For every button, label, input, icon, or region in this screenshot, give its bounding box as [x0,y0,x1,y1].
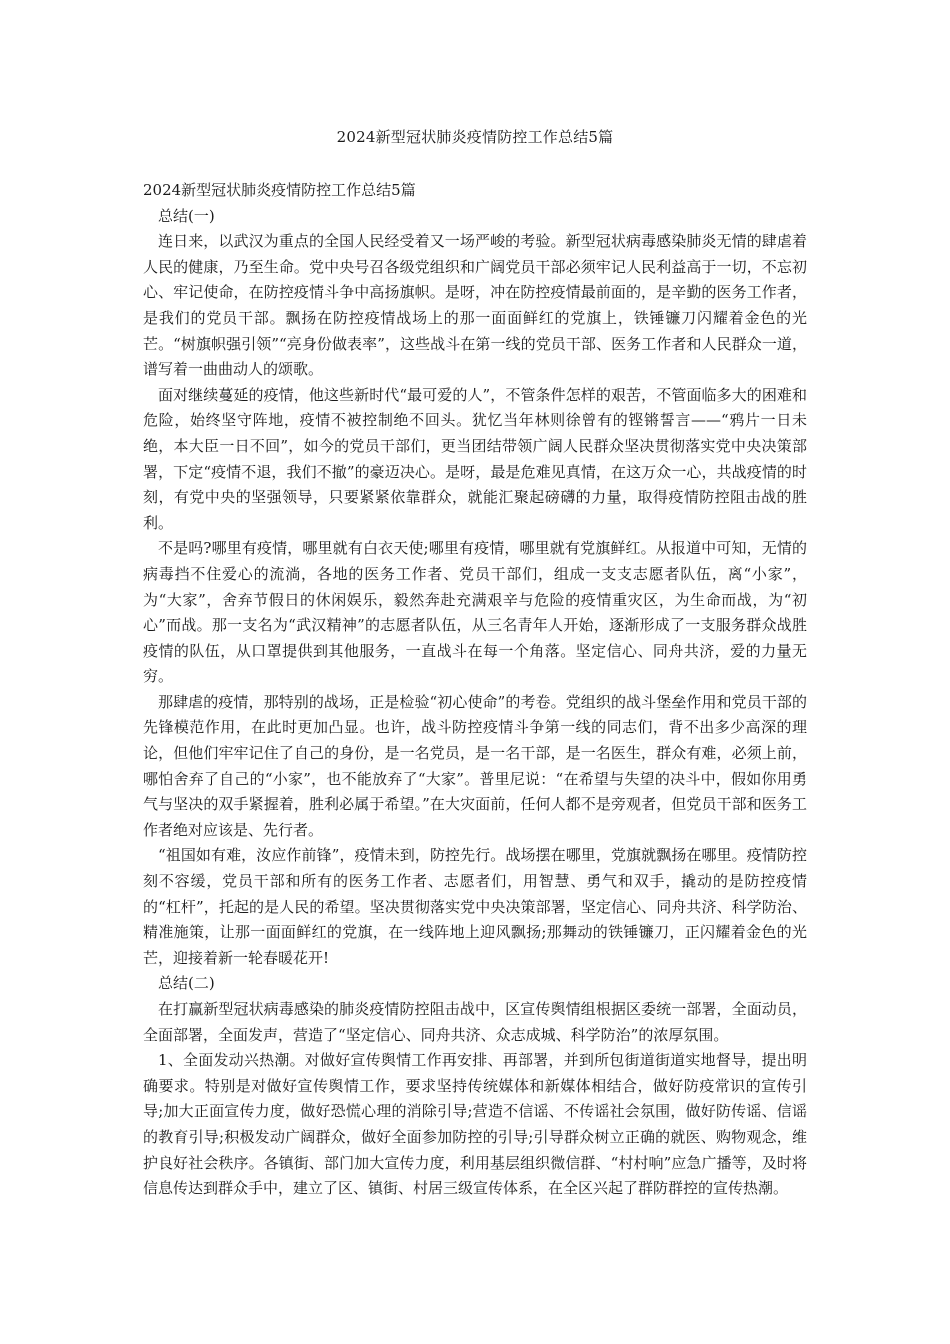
body-paragraph: 不是吗?哪里有疫情，哪里就有白衣天使;哪里有疫情，哪里就有党旗鲜红。从报道中可知，无情的病毒挡不住爱心的流淌，各地的医务工作者、党员干部们，组成一支支志愿者队伍，离“小家”，为“大家”，舍弃节假日的休闲娱乐，毅然奔赴充满艰辛与危险的疫情重灾区，为生命而战，为“初心”而战。那一支名为“武汉精神”的志愿者队伍，从三名青年人开始，逐渐形成了一支服务群众战胜疫情的队伍，从口罩提供到其他服务，一直战斗在每一个角落。坚定信心、同舟共济，爱的力量无穷。 [143,539,807,686]
section-heading-1: 总结(一) [158,206,215,225]
document-subtitle: 2024新型冠状肺炎疫情防控工作总结5篇 [143,181,416,199]
body-paragraph: “祖国如有难，汝应作前锋”，疫情未到，防控先行。战场摆在哪里，党旗就飘扬在哪里。疫情防控刻不容缓，党员干部和所有的医务工作者、志愿者们，用智慧、勇气和双手，撬动的是防控疫情的“杠杆”，托起的是人民的希望。坚决贯彻落实党中央决策部署，坚定信心、同舟共济、科学防治、精准施策，让那一面面鲜红的党旗，在一线阵地上迎风飘扬;那舞动的铁锤镰刀，正闪耀着金色的光芒，迎接着新一轮春暖花开! [143,846,807,967]
body-paragraph: 1、全面发动兴热潮。对做好宣传舆情工作再安排、再部署，并到所包街道街道实地督导，提出明确要求。特别是对做好宣传舆情工作，要求坚持传统媒体和新媒体相结合，做好防疫常识的宣传引导;加大正面宣传力度，做好恐慌心理的消除引导;营造不信谣、不传谣社会氛围，做好防传谣、信谣的教育引导;积极发动广阔群众，做好全面参加防控的引导;引导群众树立正确的就医、购物观念，维护良好社会秩序。各镇街、部门加大宣传力度，利用基层组织微信群、“村村响”应急广播等，及时将信息传达到群众手中，建立了区、镇街、村居三级宣传体系，在全区兴起了群防群控的宣传热潮。 [143,1051,807,1198]
body-paragraph: 在打赢新型冠状病毒感染的肺炎疫情防控阻击战中，区宣传舆情组根据区委统一部署，全面动员，全面部署，全面发声，营造了“坚定信心、同舟共济、众志成城、科学防治”的浓厚氛围。 [143,1000,807,1044]
document-title: 2024新型冠状肺炎疫情防控工作总结5篇 [336,128,614,146]
section-heading-2: 总结(二) [158,974,215,993]
body-paragraph: 连日来，以武汉为重点的全国人民经受着又一场严峻的考验。新型冠状病毒感染肺炎无情的肆虐着人民的健康，乃至生命。党中央号召各级党组织和广阔党员干部必须牢记人民利益高于一切，不忘初心、牢记使命，在防控疫情斗争中高扬旗帜。是呀，冲在防控疫情最前面的，是辛勤的医务工作者，是我们的党员干部。飘扬在防控疫情战场上的那一面面鲜红的党旗上，铁锤镰刀闪耀着金色的光芒。“树旗帜强引领”“亮身份做表率”，这些战斗在第一线的党员干部、医务工作者和人民群众一道，谱写着一曲曲动人的颂歌。 [143,232,807,379]
document-body [143,178,807,1202]
body-paragraph: 那肆虐的疫情，那特别的战场，正是检验“初心使命”的考卷。党组织的战斗堡垒作用和党员干部的先锋模范作用，在此时更加凸显。也许，战斗防控疫情斗争第一线的同志们，背不出多少高深的理论，但他们牢牢记住了自己的身份，是一名党员，是一名干部，是一名医生，群众有难，必须上前，哪怕舍弃了自己的“小家”，也不能放弃了“大家”。普里尼说：“在希望与失望的决斗中，假如你用勇气与坚决的双手紧握着，胜利必属于希望。”在大灾面前，任何人都不是旁观者，但党员干部和医务工作者绝对应该是、先行者。 [143,692,807,839]
body-paragraph: 面对继续蔓延的疫情，他这些新时代“最可爱的人”，不管条件怎样的艰苦，不管面临多大的困难和危险，始终坚守阵地，疫情不被控制绝不回头。犹忆当年林则徐曾有的铿锵誓言——“鸦片一日未绝，本大臣一日不回”，如今的党员干部们，更当团结带领广阔人民群众坚决贯彻落实党中央决策部署，下定“疫情不退，我们不撤”的豪迈决心。是呀，最是危难见真情，在这万众一心，共战疫情的时刻，有党中央的坚强领导，只要紧紧依靠群众，就能汇聚起磅礴的力量，取得疫情防控阻击战的胜利。 [143,385,807,532]
